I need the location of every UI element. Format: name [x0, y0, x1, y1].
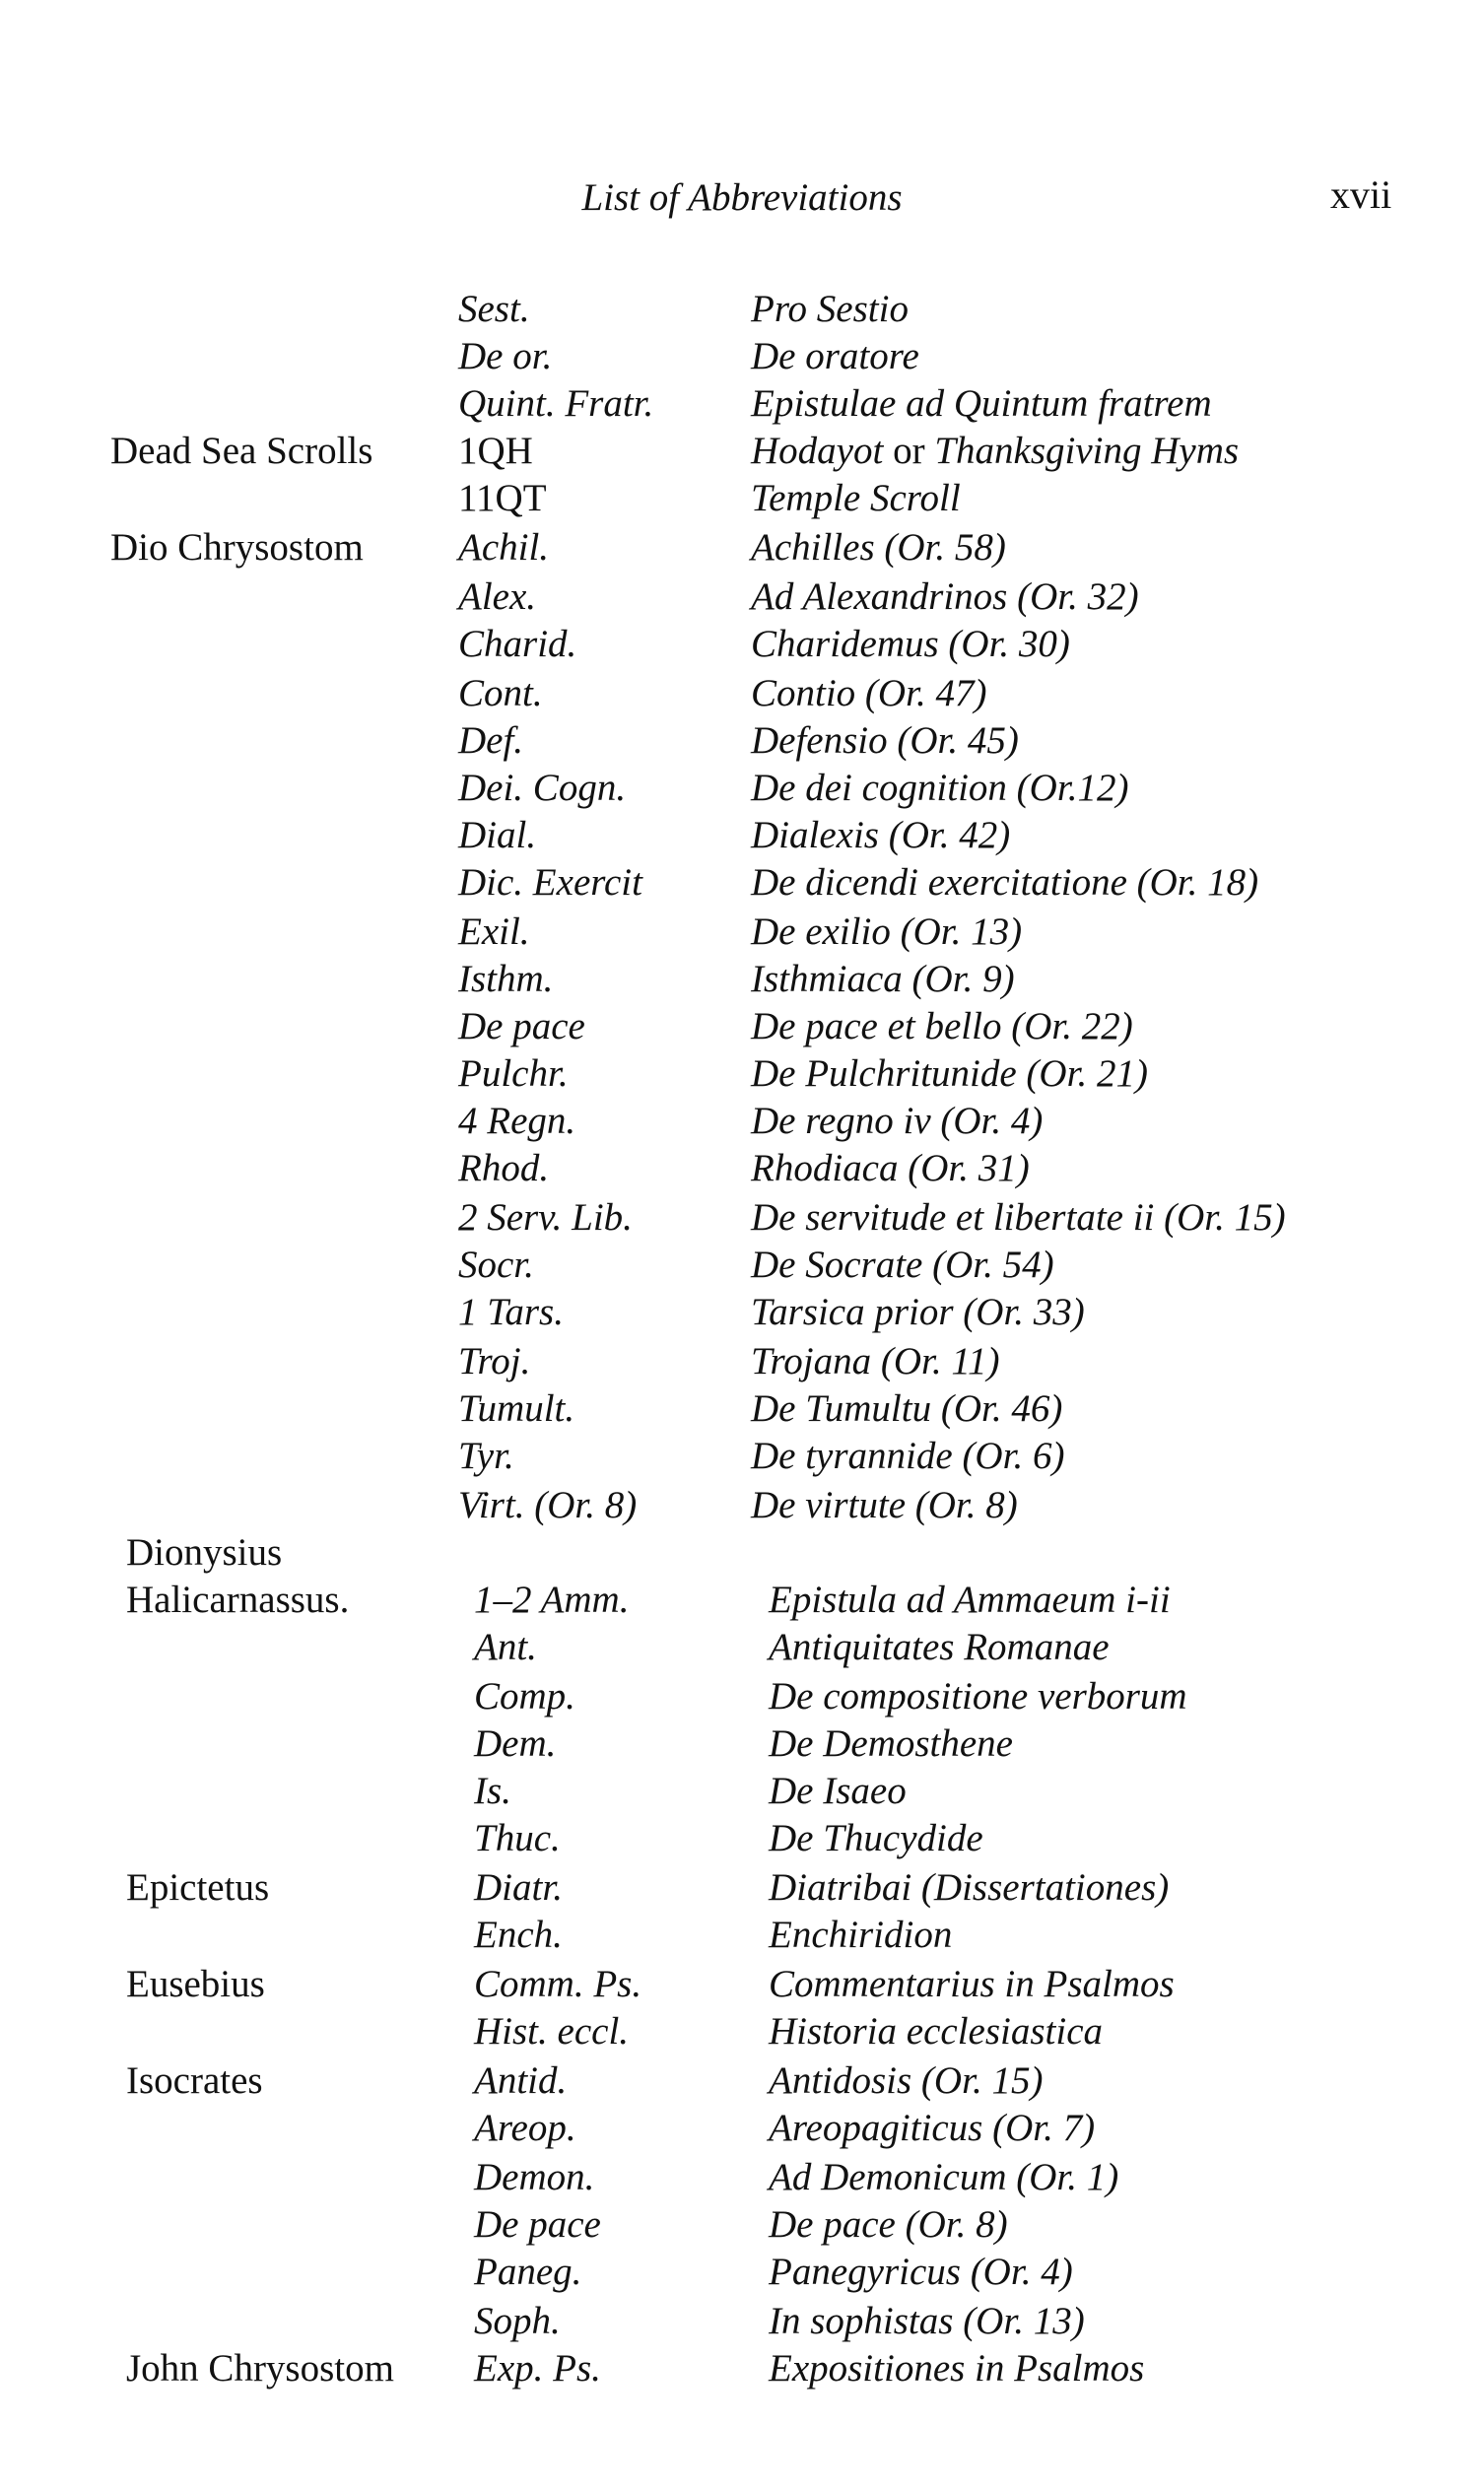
- list-item: [0, 812, 1484, 859]
- work-title: Ad Demonicum (Or. 1): [769, 2156, 1119, 2198]
- work-title: Antidosis (Or. 15): [769, 2059, 1044, 2102]
- abbreviation: 1–2 Amm.: [474, 1579, 630, 1621]
- work-title: De Isaeo: [769, 1770, 907, 1812]
- work-title: De compositione verborum: [769, 1675, 1187, 1717]
- work-title: Defensio (Or. 45): [751, 719, 1019, 762]
- work-title: Panegyricus (Or. 4): [769, 2251, 1073, 2293]
- work-title: Historia ecclesiastica: [769, 2010, 1104, 2053]
- author-name: Halicarnassus.: [126, 1579, 350, 1621]
- work-title: De dei cognition (Or.12): [751, 767, 1129, 809]
- list-item: [0, 1815, 1484, 1862]
- abbreviation: Virt. (Or. 8): [458, 1484, 638, 1526]
- abbreviation: Isthm.: [458, 958, 554, 1000]
- abbreviation: Pulchr.: [458, 1052, 569, 1095]
- list-item: [0, 1864, 1484, 1912]
- list-item: [0, 2105, 1484, 2152]
- abbreviation: De or.: [458, 335, 553, 377]
- abbreviation: Def.: [458, 719, 524, 762]
- work-title: [751, 428, 1239, 475]
- abbreviation: Is.: [474, 1770, 511, 1812]
- work-title: De oratore: [751, 335, 919, 377]
- list-item: [0, 1098, 1484, 1145]
- list-item: [0, 2249, 1484, 2296]
- abbreviation: De pace: [474, 2203, 601, 2246]
- abbreviation: Exil.: [458, 910, 530, 953]
- work-title: Charidemus (Or. 30): [751, 623, 1070, 665]
- work-title: Areopagiticus (Or. 7): [769, 2107, 1096, 2149]
- list-item: [0, 1912, 1484, 1959]
- abbreviation: Hist. eccl.: [474, 2010, 630, 2053]
- work-title: In sophistas (Or. 13): [769, 2300, 1085, 2342]
- abbreviation: Soph.: [474, 2300, 561, 2342]
- abbreviation: 4 Regn.: [458, 1100, 576, 1142]
- author-name: Eusebius: [126, 1963, 265, 2005]
- abbreviation: Comm. Ps.: [474, 1963, 642, 2005]
- list-item: [0, 1433, 1484, 1480]
- work-title: Expositiones in Psalmos: [769, 2347, 1145, 2390]
- work-title: De regno iv (Or. 4): [751, 1100, 1044, 1142]
- abbreviation: Dial.: [458, 814, 537, 856]
- list-item: [0, 670, 1484, 717]
- abbreviation: Troj.: [458, 1340, 531, 1382]
- list-item: [0, 1482, 1484, 1529]
- list-item: [0, 1003, 1484, 1050]
- list-item: [0, 2298, 1484, 2345]
- list-item: [0, 380, 1484, 428]
- page-number: xvii: [1330, 172, 1392, 217]
- work-title: Pro Sestio: [751, 288, 909, 330]
- list-item: [0, 717, 1484, 765]
- work-title: Antiquitates Romanae: [769, 1626, 1110, 1668]
- work-title: De tyrannide (Or. 6): [751, 1435, 1065, 1477]
- abbreviation: 1QH: [458, 430, 533, 472]
- abbreviation: Achil.: [458, 526, 550, 569]
- abbreviation: Dei. Cogn.: [458, 767, 627, 809]
- list-item: [0, 1194, 1484, 1242]
- work-title-part: Thanksgiving Hyms: [934, 430, 1240, 472]
- list-item: [0, 333, 1484, 380]
- list-item: [0, 859, 1484, 907]
- abbreviation: Diatr.: [474, 1866, 563, 1909]
- work-title: Temple Scroll: [751, 477, 961, 519]
- abbreviation: Dic. Exercit: [458, 861, 642, 904]
- abbreviation: Demon.: [474, 2156, 595, 2198]
- work-title: Commentarius in Psalmos: [769, 1963, 1175, 2005]
- work-title-part: Hodayot: [751, 430, 884, 472]
- author-name: Isocrates: [126, 2059, 263, 2102]
- list-item: [0, 1242, 1484, 1289]
- abbreviation: Ant.: [474, 1626, 537, 1668]
- list-item: [0, 475, 1484, 522]
- list-item: [0, 2154, 1484, 2201]
- list-item: [0, 524, 1484, 572]
- abbreviation: 2 Serv. Lib.: [458, 1196, 633, 1239]
- work-title: De Socrate (Or. 54): [751, 1244, 1054, 1286]
- list-item: [0, 909, 1484, 956]
- author-name: Epictetus: [126, 1866, 270, 1909]
- list-item: [0, 1050, 1484, 1098]
- work-title: De virtute (Or. 8): [751, 1484, 1018, 1526]
- work-title: Rhodiaca (Or. 31): [751, 1147, 1030, 1189]
- list-item: [0, 621, 1484, 668]
- abbreviation: Tumult.: [458, 1387, 575, 1430]
- author-name: Dead Sea Scrolls: [110, 430, 373, 472]
- work-title: Isthmiaca (Or. 9): [751, 958, 1015, 1000]
- list-item: [0, 428, 1484, 475]
- list-item: [0, 1338, 1484, 1385]
- abbreviation: Rhod.: [458, 1147, 550, 1189]
- list-item: [0, 286, 1484, 333]
- abbreviation: Cont.: [458, 672, 543, 714]
- list-item: [0, 1673, 1484, 1720]
- work-title: Epistulae ad Quintum fratrem: [751, 382, 1212, 425]
- list-item: [0, 1768, 1484, 1815]
- abbreviation: Paneg.: [474, 2251, 582, 2293]
- list-item: [0, 1145, 1484, 1192]
- work-title: Enchiridion: [769, 1914, 953, 1956]
- author-name: Dionysius: [126, 1531, 283, 1574]
- abbreviation: Dem.: [474, 1722, 557, 1765]
- abbreviation: Alex.: [458, 575, 537, 618]
- abbreviation: Antid.: [474, 2059, 568, 2102]
- abbreviation: Sest.: [458, 288, 530, 330]
- abbreviation: De pace: [458, 1005, 585, 1047]
- list-item: [0, 2345, 1484, 2392]
- list-item: [0, 1289, 1484, 1336]
- list-item: [0, 765, 1484, 812]
- author-name: Dio Chrysostom: [110, 526, 364, 569]
- abbreviation: Charid.: [458, 623, 577, 665]
- work-title: Diatribai (Dissertationes): [769, 1866, 1170, 1909]
- abbreviation: 1 Tars.: [458, 1291, 564, 1333]
- list-item: [0, 2201, 1484, 2249]
- work-title: Ad Alexandrinos (Or. 32): [751, 575, 1139, 618]
- work-title: De servitude et libertate ii (Or. 15): [751, 1196, 1286, 1239]
- list-item: [0, 1385, 1484, 1433]
- abbreviation: Exp. Ps.: [474, 2347, 601, 2390]
- abbreviation: Comp.: [474, 1675, 575, 1717]
- list-item: [0, 1624, 1484, 1671]
- work-title: De pace (Or. 8): [769, 2203, 1008, 2246]
- abbreviation: Tyr.: [458, 1435, 514, 1477]
- abbreviation: Quint. Fratr.: [458, 382, 654, 425]
- abbreviation: Ench.: [474, 1914, 563, 1956]
- work-title: Contio (Or. 47): [751, 672, 987, 714]
- work-title: Dialexis (Or. 42): [751, 814, 1011, 856]
- author-name: John Chrysostom: [126, 2347, 394, 2390]
- abbreviation: Socr.: [458, 1244, 534, 1286]
- work-title: De exilio (Or. 13): [751, 910, 1023, 953]
- list-item: [0, 1529, 1484, 1577]
- list-item: [0, 1720, 1484, 1768]
- work-title: Tarsica prior (Or. 33): [751, 1291, 1085, 1333]
- work-title: De Pulchritunide (Or. 21): [751, 1052, 1148, 1095]
- list-item: [0, 2008, 1484, 2055]
- work-title: De dicendi exercitatione (Or. 18): [751, 861, 1259, 904]
- work-title-part: or: [883, 430, 935, 472]
- work-title: De Tumultu (Or. 46): [751, 1387, 1063, 1430]
- list-item: [0, 573, 1484, 621]
- work-title: De pace et bello (Or. 22): [751, 1005, 1133, 1047]
- work-title: Achilles (Or. 58): [751, 526, 1006, 569]
- running-title: List of Abbreviations: [581, 176, 903, 219]
- abbreviation: Thuc.: [474, 1817, 561, 1859]
- abbreviation: Areop.: [474, 2107, 576, 2149]
- list-item: [0, 2057, 1484, 2105]
- work-title: Trojana (Or. 11): [751, 1340, 1000, 1382]
- abbreviation: 11QT: [458, 477, 547, 519]
- list-item: [0, 956, 1484, 1003]
- list-item: [0, 1577, 1484, 1624]
- list-item: [0, 1961, 1484, 2008]
- work-title: De Demosthene: [769, 1722, 1013, 1765]
- work-title: Epistula ad Ammaeum i-ii: [769, 1579, 1171, 1621]
- work-title: De Thucydide: [769, 1817, 983, 1859]
